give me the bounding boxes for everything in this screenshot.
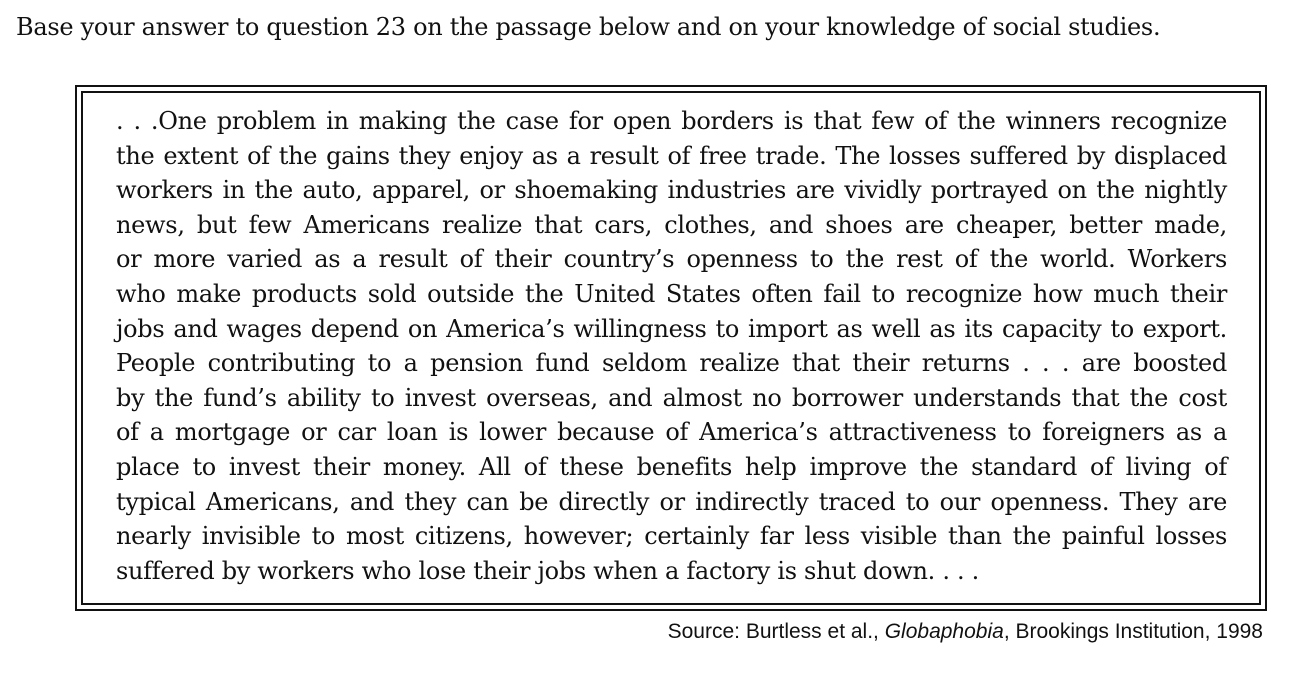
passage-line: news, but few Americans realize that cars, clothes, and shoes are cheaper, better made,	[116, 210, 1227, 239]
passage-text	[116, 104, 1227, 588]
passage-line: . . .One problem in making the case for open borders is that few of the winners recognize	[116, 107, 1227, 135]
source-prefix: Source: Burtless et al.,	[667, 620, 885, 643]
passage-line: the extent of the gains they enjoy as a result of free trade. The losses suffered by displaced	[116, 141, 1227, 170]
passage-line: nearly invisible to most citizens, however; certainly far less visible than the painful losses	[116, 522, 1227, 551]
passage-line: People contributing to a pension fund seldom realize that their returns . . . are boosted	[116, 349, 1227, 378]
passage-line: of a mortgage or car loan is lower because of America’s attractiveness to foreigners as a	[116, 418, 1227, 447]
passage-line: place to invest their money. All of these benefits help improve the standard of living of	[116, 452, 1227, 481]
passage-line: workers in the auto, apparel, or shoemaking industries are vividly portrayed on the nightly	[116, 176, 1227, 205]
source-title: Globaphobia	[884, 620, 1004, 643]
question-intro: Base your answer to question 23 on the passage below and on your knowledge of social studies.	[16, 13, 1161, 41]
passage-line: by the fund’s ability to invest overseas, and almost no borrower understands that the cost	[116, 383, 1227, 412]
passage-line: who make products sold outside the United States often fail to recognize how much their	[116, 279, 1227, 308]
source-citation	[668, 618, 1263, 646]
passage-line: jobs and wages depend on America’s willingness to import as well as its capacity to export.	[116, 314, 1227, 343]
source-suffix: , Brookings Institution, 1998	[1003, 620, 1263, 643]
passage-line: suffered by workers who lose their jobs when a factory is shut down. . . .	[116, 556, 979, 585]
passage-line: or more varied as a result of their country’s openness to the rest of the world. Workers	[116, 245, 1227, 274]
passage-line: typical Americans, and they can be directly or indirectly traced to our openness. They are	[116, 487, 1227, 516]
